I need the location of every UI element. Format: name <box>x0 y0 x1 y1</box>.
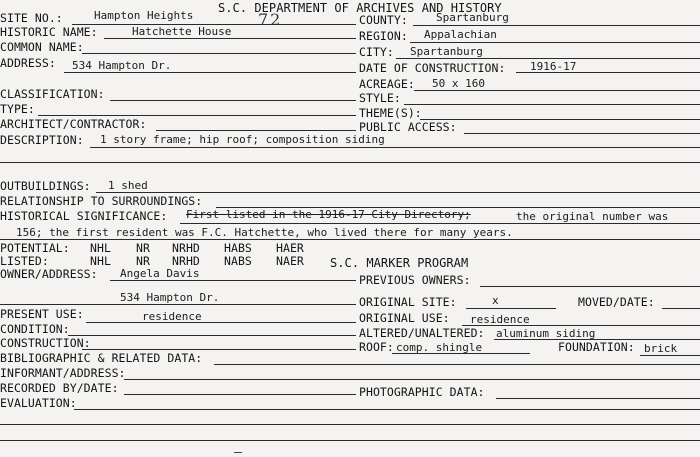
original-site-label: ORIGINAL SITE: <box>359 295 457 309</box>
owner-name-value: Angela Davis <box>120 267 200 280</box>
public-access-label: PUBLIC ACCESS: <box>359 120 457 134</box>
foundation-line <box>640 355 700 356</box>
recorded-by-line <box>124 394 356 395</box>
construction-line <box>82 349 356 350</box>
type-line <box>38 115 356 116</box>
description-line-1 <box>90 147 700 148</box>
evaluation-label: EVALUATION: <box>0 396 77 410</box>
architect-line <box>156 130 356 131</box>
site-no-label: SITE NO.: <box>0 11 63 25</box>
listed-code-nabs: NABS <box>224 254 252 268</box>
original-site-value: x <box>492 294 499 307</box>
roof-label: ROOF: <box>359 340 394 354</box>
acreage-line <box>414 90 700 91</box>
altered-value: aluminum siding <box>496 327 596 340</box>
description-line-2 <box>0 162 700 163</box>
significance-label: HISTORICAL SIGNIFICANCE: <box>0 209 168 223</box>
moved-date-label: MOVED/DATE: <box>578 295 655 309</box>
common-name-line <box>82 53 356 54</box>
original-use-label: ORIGINAL USE: <box>359 311 450 325</box>
address-value: 534 Hampton Dr. <box>72 59 172 72</box>
roof-line <box>392 353 530 354</box>
style-label: STYLE: <box>359 91 401 105</box>
bibliographic-line <box>214 364 700 365</box>
architect-label: ARCHITECT/CONTRACTOR: <box>0 117 147 131</box>
acreage-value: 50 x 160 <box>432 77 485 90</box>
handwritten-site-number: 72 <box>258 10 283 29</box>
historic-name-label: HISTORIC NAME: <box>0 25 98 39</box>
city-line <box>396 58 700 59</box>
listed-code-naer: NAER <box>276 254 304 268</box>
informant-line <box>124 379 700 380</box>
county-label: COUNTY: <box>359 13 408 27</box>
construction-label: CONSTRUCTION: <box>0 336 91 350</box>
acreage-label: ACREAGE: <box>359 77 415 91</box>
original-use-line <box>462 325 700 326</box>
moved-date-line <box>662 308 700 309</box>
common-name-label: COMMON NAME: <box>0 40 84 54</box>
region-label: REGION: <box>359 29 408 43</box>
bibliographic-label: BIBLIOGRAPHIC & RELATED DATA: <box>0 351 203 365</box>
foundation-value: brick <box>644 342 678 355</box>
relationship-label: RELATIONSHIP TO SURROUNDINGS: <box>0 194 203 208</box>
date-line <box>516 72 700 73</box>
evaluation-line-2 <box>0 424 700 425</box>
potential-label: POTENTIAL: <box>0 241 70 255</box>
date-of-construction-value: 1916-17 <box>530 60 577 73</box>
owner-address-label: OWNER/ADDRESS: <box>0 267 98 281</box>
roof-value: comp. shingle <box>396 341 483 354</box>
outbuildings-line <box>96 192 700 193</box>
condition-label: CONDITION: <box>0 322 70 336</box>
style-line <box>404 104 700 105</box>
potential-code-nrhd: NRHD <box>172 241 200 255</box>
address-label: ADDRESS: <box>0 56 56 70</box>
address-line <box>64 72 356 73</box>
photographic-label: PHOTOGRAPHIC DATA: <box>359 385 485 399</box>
significance-line-1 <box>180 223 700 224</box>
listed-code-nrhd: NRHD <box>172 254 200 268</box>
scan-mark <box>234 452 242 453</box>
region-value: Appalachian <box>424 28 497 41</box>
owner-address-value: 534 Hampton Dr. <box>120 291 220 304</box>
listed-code-nhl: NHL <box>90 254 111 268</box>
previous-owners-line <box>480 286 700 287</box>
public-access-line <box>464 133 700 134</box>
theme-line <box>420 119 700 120</box>
potential-code-nr: NR <box>136 241 150 255</box>
county-value: Spartanburg <box>436 11 509 24</box>
present-use-line <box>86 322 356 323</box>
site-no-value: Hampton Heights <box>94 9 194 22</box>
city-label: CITY: <box>359 45 394 59</box>
foundation-label: FOUNDATION: <box>558 340 635 354</box>
theme-label: THEME(S): <box>359 106 422 120</box>
date-of-construction-label: DATE OF CONSTRUCTION: <box>359 61 506 75</box>
potential-code-haer: HAER <box>276 241 304 255</box>
potential-code-nhl: NHL <box>90 241 111 255</box>
owner-line-2 <box>0 304 356 305</box>
description-label: DESCRIPTION: <box>0 133 84 147</box>
informant-label: INFORMANT/ADDRESS: <box>0 366 126 380</box>
outbuildings-label: OUTBUILDINGS: <box>0 179 91 193</box>
significance-line2-text: 156; the first resident was F.C. Hatchette, who lived there for many years. <box>16 226 513 239</box>
city-value: Spartanburg <box>410 45 483 58</box>
significance-line1-text: the original number was <box>516 210 669 223</box>
type-label: TYPE: <box>0 102 35 116</box>
potential-code-habs: HABS <box>224 241 252 255</box>
significance-line-2 <box>0 239 700 240</box>
department-header: S.C. DEPARTMENT OF ARCHIVES AND HISTORY <box>218 1 502 15</box>
listed-label: LISTED: <box>0 254 49 268</box>
previous-owners-label: PREVIOUS OWNERS: <box>359 273 471 287</box>
description-value: 1 story frame; hip roof; composition siding <box>100 133 385 146</box>
original-site-line <box>466 308 556 309</box>
marker-program-label: S.C. MARKER PROGRAM <box>330 256 469 270</box>
county-line <box>413 25 700 26</box>
classification-label: CLASSIFICATION: <box>0 87 105 101</box>
owner-line-1 <box>110 280 356 281</box>
present-use-value: residence <box>142 310 202 323</box>
historic-name-value: Hatchette House <box>132 25 232 38</box>
original-use-value: residence <box>470 313 530 326</box>
evaluation-line-1 <box>74 409 700 410</box>
outbuildings-value: 1 shed <box>108 179 148 192</box>
significance-struck-text: First listed in the 1916-17 City Directory; <box>186 208 471 221</box>
photographic-line <box>496 398 700 399</box>
classification-line <box>110 100 356 101</box>
recorded-by-label: RECORDED BY/DATE: <box>0 381 119 395</box>
evaluation-line-3 <box>0 440 700 441</box>
listed-code-nr: NR <box>136 254 150 268</box>
condition-line <box>68 335 356 336</box>
altered-label: ALTERED/UNALTERED: <box>359 326 485 340</box>
region-line <box>410 42 700 43</box>
historic-name-line <box>104 38 356 39</box>
present-use-label: PRESENT USE: <box>0 307 84 321</box>
